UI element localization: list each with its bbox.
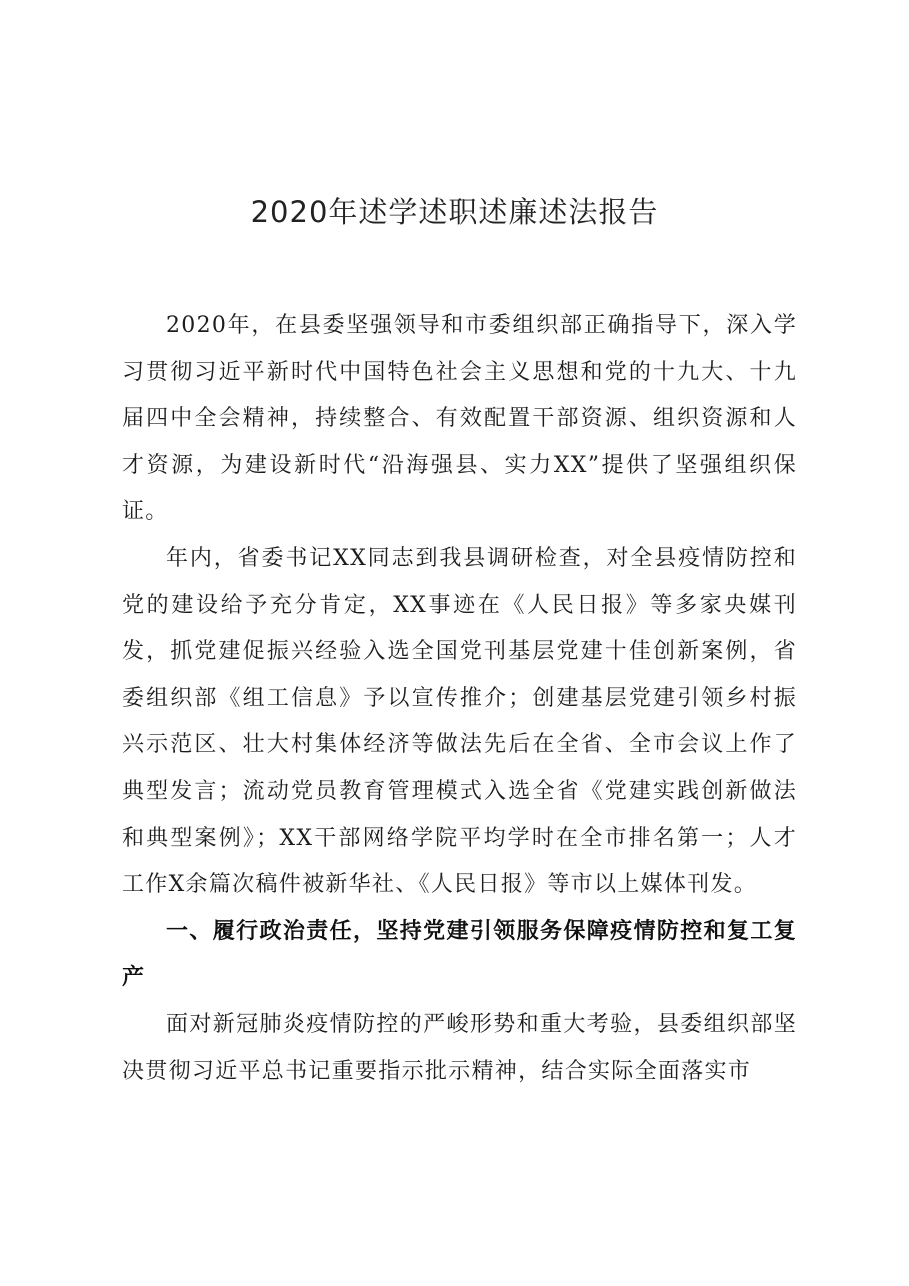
section-heading-1: 一、履行政治责任，坚持党建引领服务保障疫情防控和复工复产 <box>122 918 797 991</box>
paragraph-achievements: 年内，省委书记XX同志到我县调研检查，对全县疫情防控和党的建设给予充分肯定，XX事迹在《人民日报》等多家央媒刊发，抓党建促振兴经验入选全国党刊基层党建十佳创新案例，省委组织部《组工信息》予以宣传推介；创建基层党建引领乡村振兴示范区、壮大村集体经济等做法先后在全省、全市会议上作了典型发言；流动党员教育管理模式入选全省《党建实践创新做法和典型案例》；XX干部网络学院平均学时在全市排名第一；人才工作X余篇次稿件被新华社、《人民日报》等市以上媒体刊发。 <box>122 545 797 898</box>
document-body <box>122 303 797 1095</box>
document-title: 2020年述学述职述廉述法报告 <box>250 195 659 229</box>
paragraph-section-1: 面对新冠肺炎疫情防控的严峻形势和重大考验，县委组织部坚决贯彻习近平总书记重要指示批示精神，结合实际全面落实市 <box>122 1011 797 1084</box>
paragraph-intro: 2020年，在县委坚强领导和市委组织部正确指导下，深入学习贯彻习近平新时代中国特色社会主义思想和党的十九大、十九届四中全会精神，持续整合、有效配置干部资源、组织资源和人才资源，为建设新时代“沿海强县、实力XX”提供了坚强组织保证。 <box>122 313 797 525</box>
